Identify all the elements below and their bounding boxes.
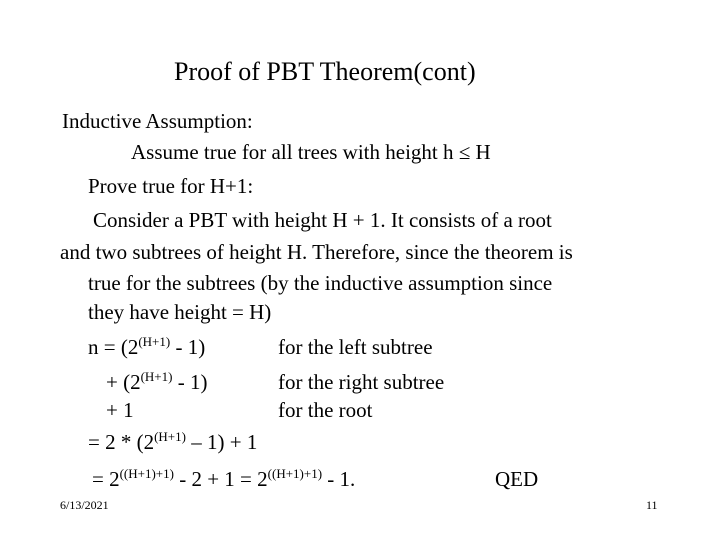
equation-desc-right-subtree: for the right subtree xyxy=(278,370,445,394)
eq-term: = 2 xyxy=(92,467,120,491)
line-consider-pbt: Consider a PBT with height H + 1. It consists of a root xyxy=(93,208,552,232)
eq-exponent: (H+1) xyxy=(138,334,171,349)
eq-exponent: (H+1) xyxy=(140,369,173,384)
eq-exponent: (H+1) xyxy=(154,429,186,444)
eq-term: + (2 xyxy=(106,370,141,394)
eq-exponent: ((H+1)+1) xyxy=(119,466,174,481)
equation-row-left-subtree xyxy=(88,335,205,359)
eq-exponent: ((H+1)+1) xyxy=(267,466,323,481)
line-two-subtrees: and two subtrees of height H. Therefore, since the theorem is xyxy=(60,240,573,264)
equation-desc-left-subtree: for the left subtree xyxy=(278,335,433,359)
line-true-for-subtrees: true for the subtrees (by the inductive assumption since xyxy=(88,271,553,295)
footer-page-number: 11 xyxy=(646,498,658,512)
eq-term: n = (2 xyxy=(88,335,139,359)
qed-label: QED xyxy=(495,467,539,491)
slide-title: Proof of PBT Theorem(cont) xyxy=(174,57,476,86)
line-assume-true: Assume true for all trees with height h ≤ H xyxy=(131,140,491,164)
eq-term: - 1) xyxy=(172,370,208,394)
line-height-equals-h: they have height = H) xyxy=(88,300,272,324)
equation-desc-root: for the root xyxy=(278,398,373,422)
equation-row-root: + 1 xyxy=(106,398,134,422)
equation-row-result xyxy=(92,467,355,491)
equation-row-right-subtree xyxy=(106,370,207,394)
eq-term: - 1) xyxy=(170,335,206,359)
line-prove-true: Prove true for H+1: xyxy=(88,174,254,198)
eq-term: = 2 * (2 xyxy=(88,430,155,454)
eq-term: - 2 + 1 = 2 xyxy=(173,467,268,491)
eq-term: – 1) + 1 xyxy=(185,430,258,454)
line-inductive-assumption: Inductive Assumption: xyxy=(62,109,253,133)
footer-date: 6/13/2021 xyxy=(60,498,109,512)
eq-term: - 1. xyxy=(322,467,356,491)
equation-row-sum xyxy=(88,430,257,454)
